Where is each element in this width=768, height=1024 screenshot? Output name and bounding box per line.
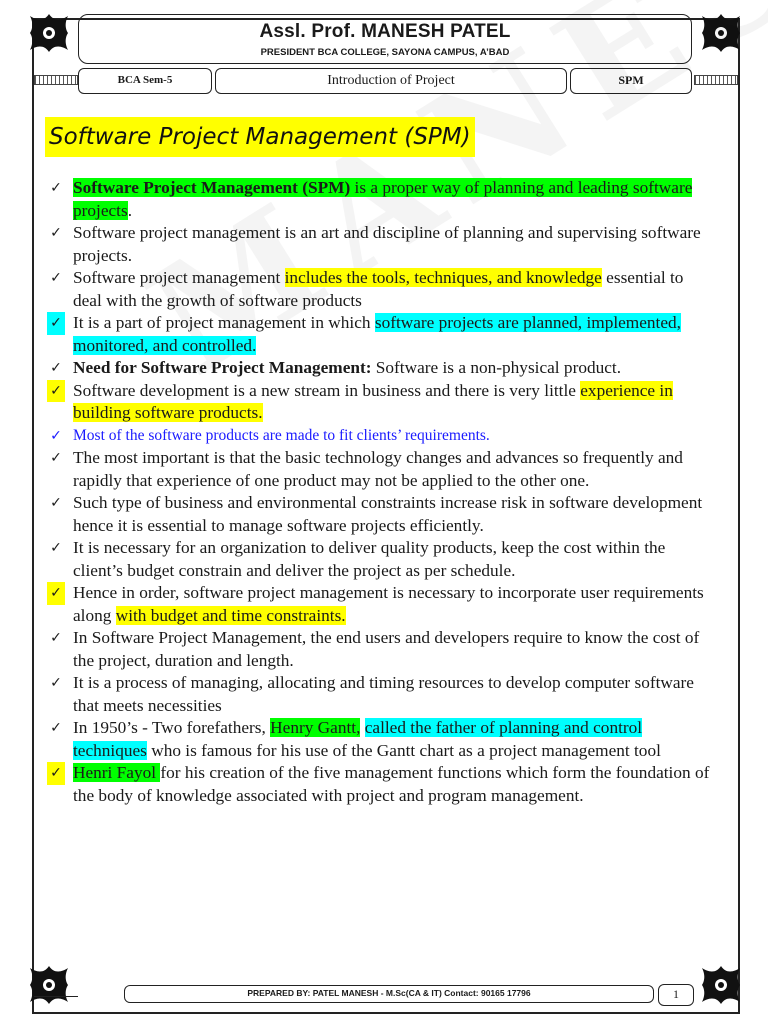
bullet-item: [46, 177, 714, 222]
bullet-item: [46, 492, 714, 537]
bullet-segment: Software project management: [73, 268, 285, 287]
bullet-item: [46, 447, 714, 492]
bullet-item: [46, 717, 714, 762]
footer-credit: PREPARED BY: PATEL MANESH - M.Sc(CA & IT) Contact: 90165 17796: [124, 985, 654, 1003]
checkmark-icon: ✓: [50, 495, 62, 511]
bullet-segment: is a proper way of planning and leading software projects: [73, 178, 693, 220]
checkmark-icon: ✓: [50, 720, 62, 736]
bullet-segment: software projects are planned, implemented, monitored, and controlled.: [73, 313, 681, 355]
bullet-segment: Henri Fayol: [73, 763, 161, 782]
bullet-segment: includes the tools, techniques, and knowledge: [284, 268, 602, 287]
bullet-segment: It is a process of managing, allocating and timing resources to develop computer software that meets necessities: [73, 673, 694, 715]
bullet-item: [46, 537, 714, 582]
checkmark-icon: ✓: [50, 180, 62, 196]
checkmark-icon: ✓: [46, 312, 73, 335]
bullet-segment: Software is a non-physical product.: [371, 358, 622, 377]
bullet-text: [73, 492, 714, 537]
bullet-item: [46, 222, 714, 267]
bullet-item: [46, 357, 714, 380]
bullet-segment: It is a part of project management in which: [73, 313, 375, 332]
bullet-segment: Software project management is an art and discipline of planning and supervising software projects.: [73, 223, 701, 265]
bullet-text: [73, 762, 714, 807]
bullet-segment: Software Project Management (SPM): [73, 178, 351, 197]
bullet-segment: for his creation of the five management functions which form the foundation of the body of knowledge associated with project and program management.: [73, 763, 710, 805]
bullet-item: [46, 627, 714, 672]
bullet-segment: The most important is that the basic technology changes and advances so frequently and rapidly that experience of one product may not be applied to the other one.: [73, 448, 683, 490]
bullet-segment: with budget and time constraints.: [115, 605, 346, 625]
divider-hatch: [34, 75, 78, 85]
bullet-segment: In 1950’s: [73, 718, 138, 737]
corner-ornament-icon: [26, 10, 72, 56]
checkmark-icon: ✓: [50, 427, 62, 444]
bullet-segment: Software development is a new stream in business and there is very little: [73, 380, 581, 400]
page-number: 1: [658, 984, 694, 1006]
bullet-text: [73, 267, 714, 312]
bullet-item: [46, 672, 714, 717]
bullet-text: [73, 177, 714, 222]
bullet-segment: Most of the software products are made to fit clients’ requirements.: [73, 426, 490, 444]
bullet-text: [73, 312, 714, 357]
bullet-text: [73, 672, 714, 717]
bullet-text: [73, 582, 714, 627]
bullet-segment: .: [127, 200, 133, 220]
bullet-segment: Need for Software Project Management:: [73, 358, 372, 377]
checkmark-icon: ✓: [50, 675, 62, 691]
author-subtitle: PRESIDENT BCA COLLEGE, SAYONA CAMPUS, A’BAD: [260, 47, 510, 58]
checkmark-icon: ✓: [50, 540, 62, 556]
author-name: Assl. Prof. MANESH PATEL: [259, 21, 511, 42]
checkmark-icon: ✓: [50, 360, 62, 376]
checkmark-icon: ✓: [50, 225, 62, 241]
bullet-text: [73, 537, 714, 582]
bullet-item: [46, 582, 714, 627]
page-title: Software Project Management (SPM): [45, 117, 475, 157]
checkmark-icon: ✓: [46, 762, 73, 785]
bullet-item: [46, 380, 714, 425]
semester-tag: BCA Sem-5: [78, 68, 212, 94]
bullet-item: [46, 425, 714, 448]
bullet-segment: Hence in order, software project management is necessary to incorporate user requirements along: [73, 583, 704, 625]
corner-ornament-icon: [698, 962, 744, 1008]
bullet-segment: Henry Gantt,: [270, 718, 361, 737]
footer-rule: [34, 996, 78, 997]
bullet-item: [46, 267, 714, 312]
checkmark-icon: ✓: [46, 582, 73, 605]
bullet-text: [73, 717, 714, 762]
bullet-segment: - Two forefathers,: [137, 718, 271, 737]
bullet-segment: It is necessary for an organization to deliver quality products, keep the cost within the client’s budget constrain and deliver the project as per schedule.: [73, 538, 666, 580]
checkmark-icon: ✓: [46, 380, 73, 403]
topic-tag: Introduction of Project: [215, 68, 567, 94]
bullet-text: [73, 222, 714, 267]
bullet-segment: essential to deal with the growth of software products: [73, 268, 684, 310]
bullet-segment: Such type of business and environmental constraints increase risk in software development hence it is essential to manage software projects efficiently.: [73, 493, 703, 535]
subject-tag: SPM: [570, 68, 692, 94]
bullet-item: [46, 312, 714, 357]
bullet-text: [73, 357, 714, 380]
bullet-text: [73, 425, 714, 448]
checkmark-icon: ✓: [50, 450, 62, 466]
bullet-segment: experience in building software products.: [73, 380, 673, 422]
corner-ornament-icon: [26, 962, 72, 1008]
checkmark-icon: ✓: [50, 630, 62, 646]
bullet-segment: In Software Project Management, the end users and developers require to know the cost of the project, duration and length.: [73, 628, 700, 670]
bullet-list: [46, 177, 714, 807]
bullet-segment: who is famous for his use of the Gantt chart as a project management tool: [146, 740, 661, 760]
bullet-text: [73, 447, 714, 492]
bullet-item: [46, 762, 714, 807]
bullet-text: [73, 380, 714, 425]
bullet-text: [73, 627, 714, 672]
checkmark-icon: ✓: [50, 270, 62, 286]
bullet-segment: called the father of planning and control techniques: [73, 718, 643, 760]
